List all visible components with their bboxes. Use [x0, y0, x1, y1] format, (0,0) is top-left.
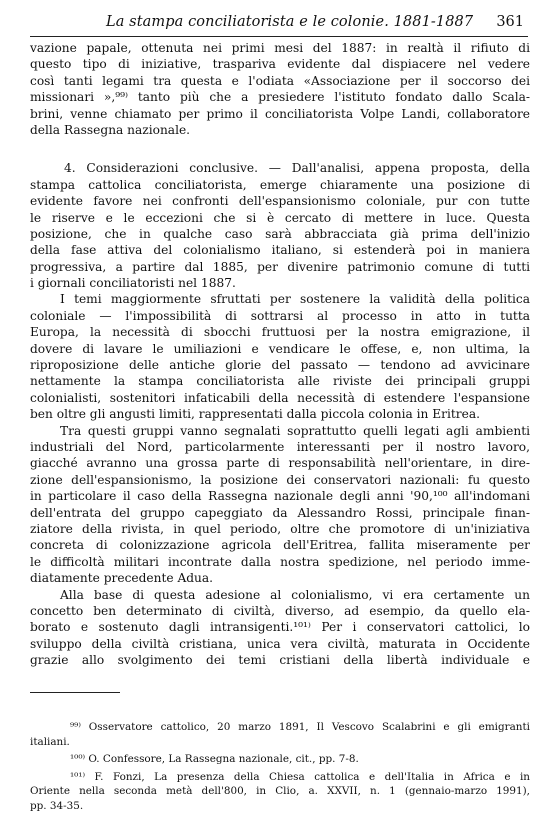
page-number: 361 — [496, 14, 524, 30]
footnote-line: italiani. — [30, 735, 70, 748]
text-line: stampa cattolica conciliatorista, emerge chiaramente una posizione di — [30, 177, 530, 192]
footnote-99 — [30, 720, 530, 749]
text-line: concreta di colonizzazione agricola dell'Eritrea, fallita miseramente per — [30, 538, 530, 553]
text-line: Tra questi gruppi vanno segnalati soprattutto quelli legati agli ambienti — [60, 423, 530, 438]
text-line: Alla base di questa adesione al colonialismo, vi era certamente un — [60, 587, 530, 602]
text-line: in particolare il caso della Rassegna nazionale degli anni '90,¹⁰⁰ all'indomani — [30, 489, 530, 504]
footnote-line: ¹⁰⁰⁾ O. Confessore, La Rassegna nazionale, cit., pp. 7-8. — [70, 753, 359, 765]
text-line: posizione, che in qualche caso sarà abbracciata già prima dell'inizio — [30, 226, 530, 241]
body-text — [30, 40, 530, 668]
text-line: coloniale — l'impossibilità di sottrarsi al processo in atto in tutta — [30, 308, 530, 323]
text-line: le difficoltà militari incontrate dalla nostra spedizione, nel periodo imme- — [30, 554, 530, 569]
section-heading-line: 4. Considerazioni conclusive. — Dall'analisi, appena proposta, della — [64, 161, 530, 176]
text-line: colonialisti, sostenitori infaticabili della necessità di estendere l'espansione — [30, 390, 530, 405]
footnote-line: ⁹⁹⁾ Osservatore cattolico, 20 marzo 1891, Il Vescovo Scalabrini e gli emigranti — [70, 721, 530, 733]
text-line: brini, venne chiamato per primo il conciliatorista Volpe Landi, collaboratore — [30, 106, 530, 121]
text-line: zione dell'espansionismo, la posizione dei conservatori nazionali: fu questo — [30, 472, 530, 487]
text-line: concetto ben determinato di civiltà, diverso, ad esempio, da quello ela- — [30, 603, 530, 618]
text-line: della Rassegna nazionale. — [30, 122, 191, 137]
running-title: La stampa conciliatorista e le colonie. 1881-1887 — [106, 14, 474, 30]
text-line: Europa, la necessità di sbocchi fruttuosi per la nostra emigrazione, il — [30, 325, 530, 340]
text-line: questo tipo di iniziative, traspariva evidente dal dispiacere nel vedere — [30, 57, 530, 72]
text-line: le riserve e le eccezioni che si è cercato di mettere in luce. Questa — [30, 210, 530, 225]
text-line: dell'entrata del gruppo capeggiato da Alessandro Rossi, principale finan- — [30, 505, 530, 520]
footnote-101 — [30, 770, 530, 814]
text-line: giacché avranno una grossa parte di responsabilità nell'orientare, in dire- — [30, 456, 530, 471]
text-line: riproposizione delle antiche glorie del passato — tendono ad avvicinare — [30, 358, 530, 373]
paragraph-themes — [30, 291, 530, 422]
paragraph-continuation — [30, 40, 530, 138]
text-line: così tanti legami tra questa e l'odiata «Associazione per il soccorso dei — [30, 73, 530, 88]
text-line: I temi maggiormente sfruttati per sostenere la validità della politica — [60, 292, 530, 307]
paragraph-civilization — [30, 587, 530, 669]
text-line: ziatore della rivista, in quel periodo, oltre che promotore di un'iniziativa — [30, 521, 530, 536]
page-header — [30, 14, 528, 37]
footnote-line: pp. 34-35. — [30, 799, 84, 812]
footnote-divider — [30, 692, 120, 693]
text-line: diatamente precedente Adua. — [30, 571, 214, 586]
text-line: sviluppo della civiltà cristiana, unica vera civiltà, maturata in Occidente — [30, 636, 530, 651]
footnote-line: Oriente nella seconda metà dell'800, in Clio, a. XXVII, n. 1 (gennaio-marzo 1991), — [30, 785, 530, 797]
text-line: vazione papale, ottenuta nei primi mesi del 1887: in realtà il rifiuto di — [30, 41, 530, 55]
text-line: nettamente la stampa conciliatorista alle riviste dei principali gruppi — [30, 374, 530, 389]
text-line: borato e sostenuto dagli intransigenti.¹⁰¹⁾ Per i conservatori cattolici, lo — [30, 620, 530, 635]
text-line: grazie allo svolgimento dei temi cristiani della libertà individuale e — [30, 653, 530, 668]
footnote-100 — [30, 752, 530, 767]
section-conclusions — [30, 160, 530, 291]
text-line: industriali del Nord, particolarmente interessanti per il nostro lavoro, — [30, 439, 530, 454]
footnotes — [30, 720, 530, 813]
text-line: progressiva, a partire dal 1885, per divenire patrimonio comune di tutti — [30, 259, 530, 274]
footnote-line: ¹⁰¹⁾ F. Fonzi, La presenza della Chiesa cattolica e dell'Italia in Africa e in — [70, 770, 530, 783]
text-line: ben oltre gli angusti limiti, rappresentati dalla piccola colonia in Eritrea. — [30, 407, 480, 422]
text-line: i giornali conciliatoristi nel 1887. — [30, 276, 236, 291]
text-line: della fase attiva del colonialismo italiano, si estenderà poi in maniera — [30, 243, 530, 258]
text-line: missionari »,⁹⁹⁾ tanto più che a presiedere l'istituto fondato dallo Scala- — [30, 90, 530, 105]
text-line: dovere di lavare le umiliazioni e vendicare le offese, e, non ultima, la — [30, 341, 530, 356]
text-line: evidente favore nei confronti dell'espansionismo coloniale, pur con tutte — [30, 194, 530, 209]
paragraph-groups — [30, 423, 530, 587]
